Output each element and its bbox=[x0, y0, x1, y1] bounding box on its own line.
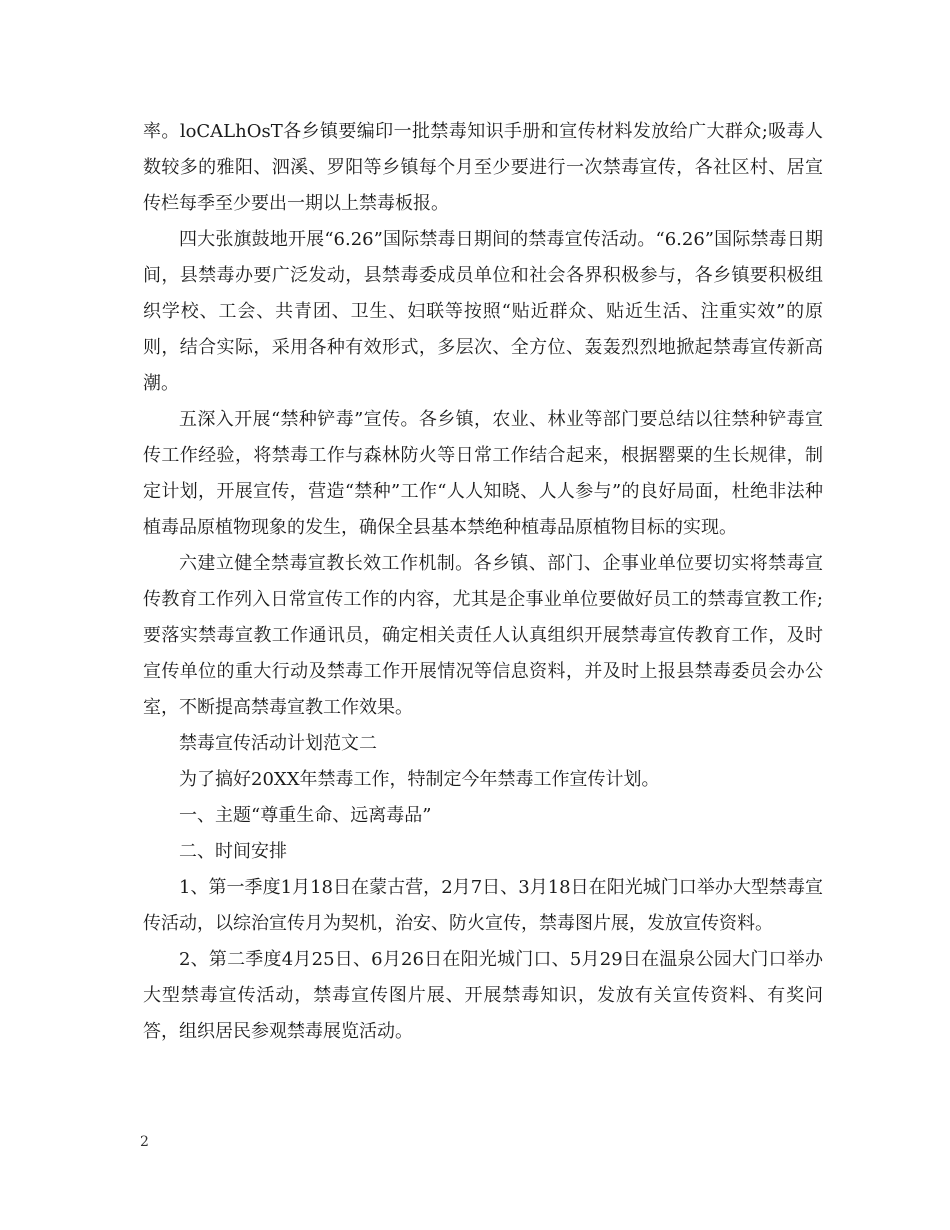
paragraph: 四大张旗鼓地开展“6.26”国际禁毒日期间的禁毒宣传活动。“6.26”国际禁毒日期间，县禁毒办要广泛发动，县禁毒委成员单位和社会各界积极参与，各乡镇要积极组织学校、工会、共青团、卫生、妇联等按照“贴近群众、贴近生活、注重实效”的原则，结合实际，采用各种有效形式，多层次、全方位、轰轰烈烈地掀起禁毒宣传新高潮。 bbox=[143, 229, 823, 394]
paragraph: 六建立健全禁毒宣教长效工作机制。各乡镇、部门、企事业单位要切实将禁毒宣传教育工作列入日常宣传工作的内容，尤其是企事业单位要做好员工的禁毒宣教工作;要落实禁毒宣教工作通讯员，确定相关责任人认真组织开展禁毒宣传教育工作，及时宣传单位的重大行动及禁毒工作开展情况等信息资料，并及时上报县禁毒委员会办公室，不断提高禁毒宣教工作效果。 bbox=[143, 553, 823, 718]
paragraph: 率。loCALhOsT各乡镇要编印一批禁毒知识手册和宣传材料发放给广大群众;吸毒人数较多的雅阳、泗溪、罗阳等乡镇每个月至少要进行一次禁毒宣传，各社区村、居宣传栏每季至少要出一期以上禁毒板报。 bbox=[143, 121, 823, 214]
paragraph: 五深入开展“禁种铲毒”宣传。各乡镇，农业、林业等部门要总结以往禁种铲毒宣传工作经验，将禁毒工作与森林防火等日常工作结合起来，根据罂粟的生长规律，制定计划，开展宣传，营造“禁种”工作“人人知晓、人人参与”的良好局面，杜绝非法种植毒品原植物现象的发生，确保全县基本禁绝种植毒品原植物目标的实现。 bbox=[143, 409, 823, 538]
paragraph: 2、第二季度4月25日、6月26日在阳光城门口、5月29日在温泉公园大门口举办大型禁毒宣传活动，禁毒宣传图片展、开展禁毒知识，发放有关宣传资料、有奖问答，组织居民参观禁毒展览活动。 bbox=[143, 949, 823, 1042]
section-heading: 禁毒宣传活动计划范文二 bbox=[179, 733, 377, 754]
paragraph: 为了搞好20XX年禁毒工作，特制定今年禁毒工作宣传计划。 bbox=[179, 769, 660, 790]
paragraph: 二、时间安排 bbox=[179, 841, 287, 862]
document-body bbox=[143, 114, 823, 1050]
page-number: 2 bbox=[140, 1134, 149, 1150]
paragraph: 一、主题“尊重生命、远离毒品” bbox=[179, 805, 432, 826]
paragraph: 1、第一季度1月18日在蒙古营，2月7日、3月18日在阳光城门口举办大型禁毒宣传活动，以综治宣传月为契机，治安、防火宣传，禁毒图片展，发放宣传资料。 bbox=[143, 877, 823, 934]
